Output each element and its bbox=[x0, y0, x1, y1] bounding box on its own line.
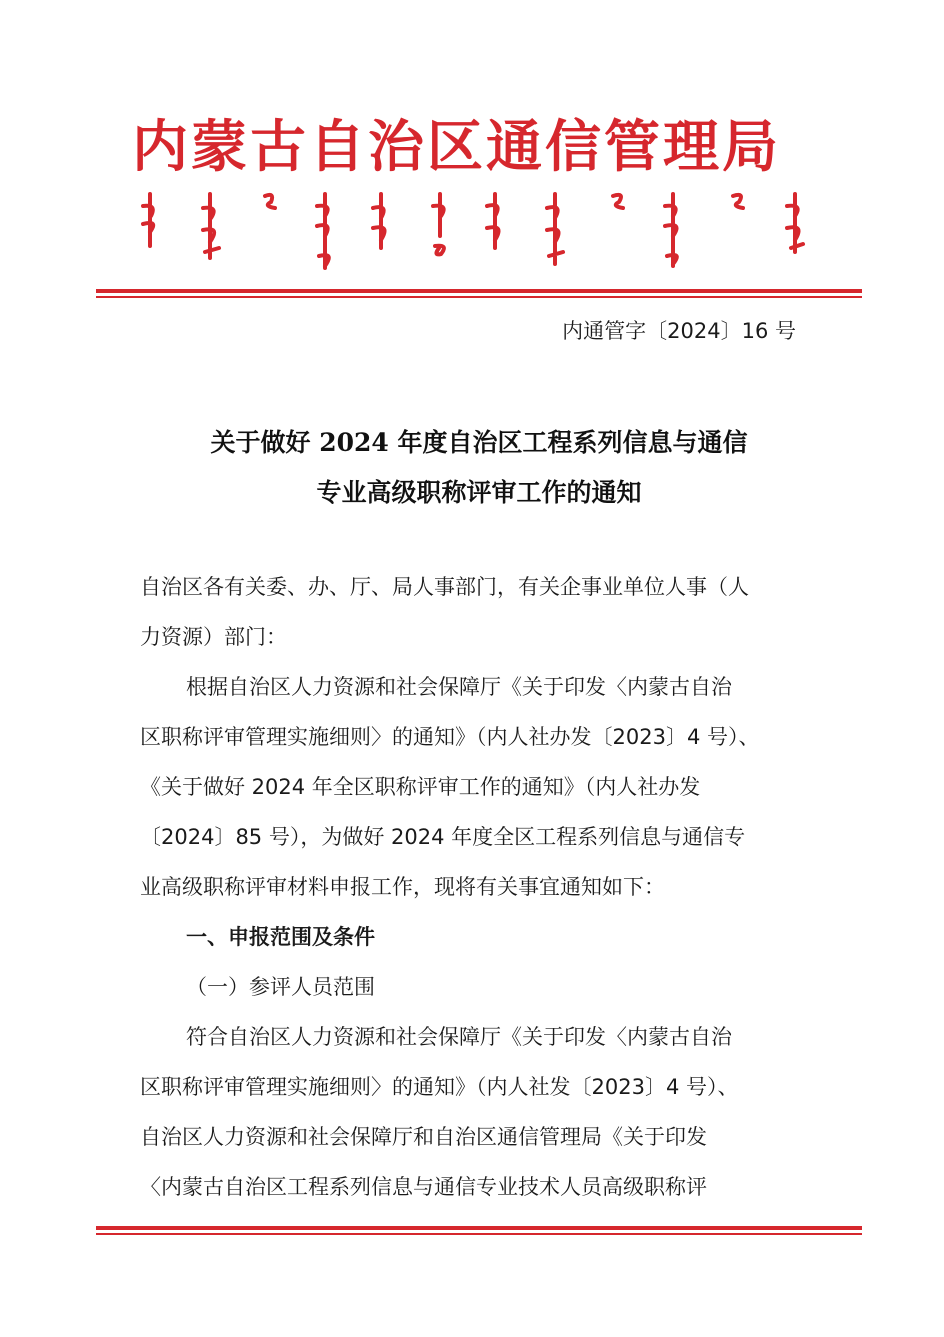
subsection-heading: （一）参评人员范围 bbox=[186, 975, 375, 999]
body-line: 业高级职称评审材料申报工作，现将有关事宜通知如下： bbox=[140, 875, 665, 899]
title-line-2: 专业高级职称评审工作的通知 bbox=[316, 478, 642, 507]
body-line: 符合自治区人力资源和社会保障厅《关于印发〈内蒙古自治 bbox=[186, 1025, 732, 1049]
body-line: 力资源）部门： bbox=[140, 625, 287, 649]
letterhead-org-name: 内蒙古自治区通信管理局 bbox=[132, 115, 781, 180]
document-title bbox=[96, 418, 862, 518]
rule-thin-line bbox=[96, 1233, 862, 1235]
mongolian-script-letterhead bbox=[135, 186, 825, 276]
document-body bbox=[140, 562, 800, 1212]
rule-thick-line bbox=[96, 289, 862, 293]
body-line: 自治区各有关委、办、厅、局人事部门，有关企事业单位人事（人 bbox=[140, 575, 749, 599]
rule-thin-line bbox=[96, 296, 862, 298]
body-line: 自治区人力资源和社会保障厅和自治区通信管理局《关于印发 bbox=[140, 1125, 707, 1149]
body-line: 根据自治区人力资源和社会保障厅《关于印发〈内蒙古自治 bbox=[186, 675, 732, 699]
title-line-1: 关于做好 2024 年度自治区工程系列信息与通信 bbox=[210, 428, 748, 457]
body-line: 区职称评审管理实施细则〉的通知》（内人社办发〔2023〕4 号）、 bbox=[140, 725, 760, 749]
header-red-rule bbox=[96, 289, 862, 298]
footer-red-rule bbox=[96, 1226, 862, 1235]
document-number: 内通管字〔2024〕16 号 bbox=[562, 319, 796, 343]
body-line: 〈内蒙古自治区工程系列信息与通信专业技术人员高级职称评 bbox=[140, 1175, 707, 1199]
body-line: 区职称评审管理实施细则〉的通知》（内人社发〔2023〕4 号）、 bbox=[140, 1075, 739, 1099]
body-line: 〔2024〕85 号），为做好 2024 年度全区工程系列信息与通信专 bbox=[140, 825, 746, 849]
rule-thick-line bbox=[96, 1226, 862, 1230]
body-line: 《关于做好 2024 年全区职称评审工作的通知》（内人社办发 bbox=[140, 775, 701, 799]
section-heading: 一、申报范围及条件 bbox=[186, 925, 375, 949]
